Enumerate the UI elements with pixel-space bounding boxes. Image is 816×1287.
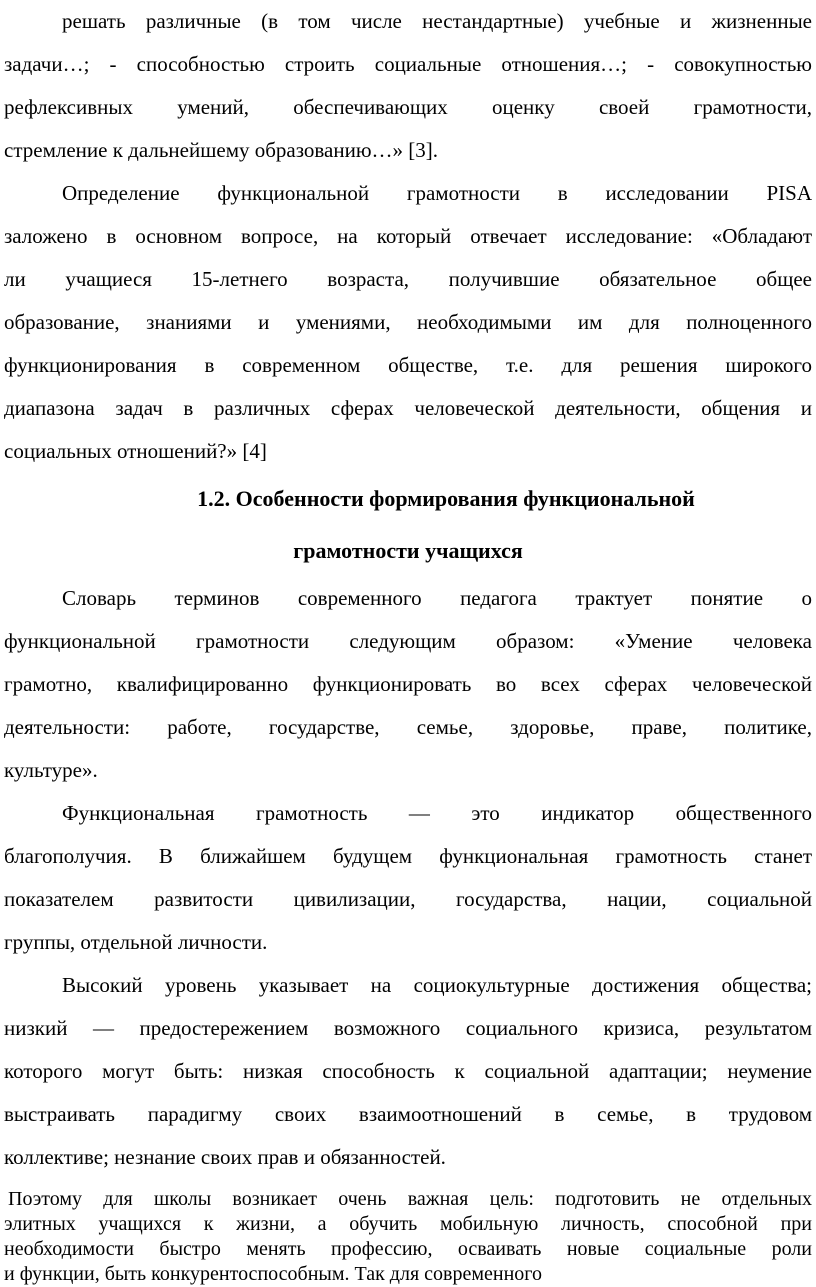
- text-line: и функции, быть конкурентоспособным. Так для современного: [4, 1263, 542, 1285]
- text-line: социальных отношений?» [4]: [4, 439, 267, 463]
- text-line: элитных учащихся к жизни, а обучить мобильную личность, способной при: [4, 1213, 812, 1235]
- text-line: диапазона задач в различных сферах человеческой деятельности, общения и: [4, 396, 812, 420]
- paragraph-continuation: [4, 0, 812, 172]
- text-line: которого могут быть: низкая способность к социальной адаптации; неумение: [4, 1059, 812, 1083]
- text-line: рефлексивных умений, обеспечивающих оценку своей грамотности,: [4, 95, 812, 119]
- text-line: Поэтому для школы возникает очень важная цель: подготовить не отдельных: [8, 1188, 812, 1210]
- text-line: коллективе; незнание своих прав и обязанностей.: [4, 1145, 446, 1169]
- paragraph-dictionary: [4, 577, 812, 792]
- text-line: решать различные (в том числе нестандартные) учебные и жизненные: [62, 9, 812, 33]
- text-line: низкий — предостережением возможного социального кризиса, результатом: [4, 1016, 812, 1040]
- text-line: функциональной грамотности следующим образом: «Умение человека: [4, 629, 812, 653]
- text-line: стремление к дальнейшему образованию…» [3].: [4, 138, 439, 162]
- text-line: Словарь терминов современного педагога трактует понятие о: [62, 586, 812, 610]
- paragraph-levels: [4, 964, 812, 1179]
- paragraph-indicator: [4, 792, 812, 964]
- section-heading: [4, 473, 812, 577]
- paragraph-school-goal: [4, 1187, 812, 1287]
- text-line: задачи…; - способностью строить социальные отношения…; - совокупностью: [4, 52, 812, 76]
- text-line: благополучия. В ближайшем будущем функциональная грамотность станет: [4, 844, 812, 868]
- text-line: грамотно, квалифицированно функционировать во всех сферах человеческой: [4, 672, 812, 696]
- text-line: деятельности: работе, государстве, семье, здоровье, праве, политике,: [4, 715, 812, 739]
- text-line: образование, знаниями и умениями, необходимыми им для полноценного: [4, 310, 812, 334]
- heading-line: грамотности учащихся: [293, 538, 523, 563]
- text-line: выстраивать парадигму своих взаимоотношений в семье, в трудовом: [4, 1102, 812, 1126]
- paragraph-pisa-definition: [4, 172, 812, 473]
- text-line: заложено в основном вопросе, на который отвечает исследование: «Обладают: [4, 224, 812, 248]
- heading-line: 1.2. Особенности формирования функциональной: [197, 486, 695, 511]
- text-line: Функциональная грамотность — это индикатор общественного: [62, 801, 812, 825]
- text-line: ли учащиеся 15-летнего возраста, получившие обязательное общее: [4, 267, 812, 291]
- text-line: Высокий уровень указывает на социокультурные достижения общества;: [62, 973, 812, 997]
- text-line: культуре».: [4, 758, 98, 782]
- text-line: функционирования в современном обществе, т.е. для решения широкого: [4, 353, 812, 377]
- text-line: показателем развитости цивилизации, государства, нации, социальной: [4, 887, 812, 911]
- text-line: группы, отдельной личности.: [4, 930, 268, 954]
- text-line: необходимости быстро менять профессию, осваивать новые социальные роли: [4, 1238, 812, 1260]
- text-line: Определение функциональной грамотности в исследовании PISA: [62, 181, 812, 205]
